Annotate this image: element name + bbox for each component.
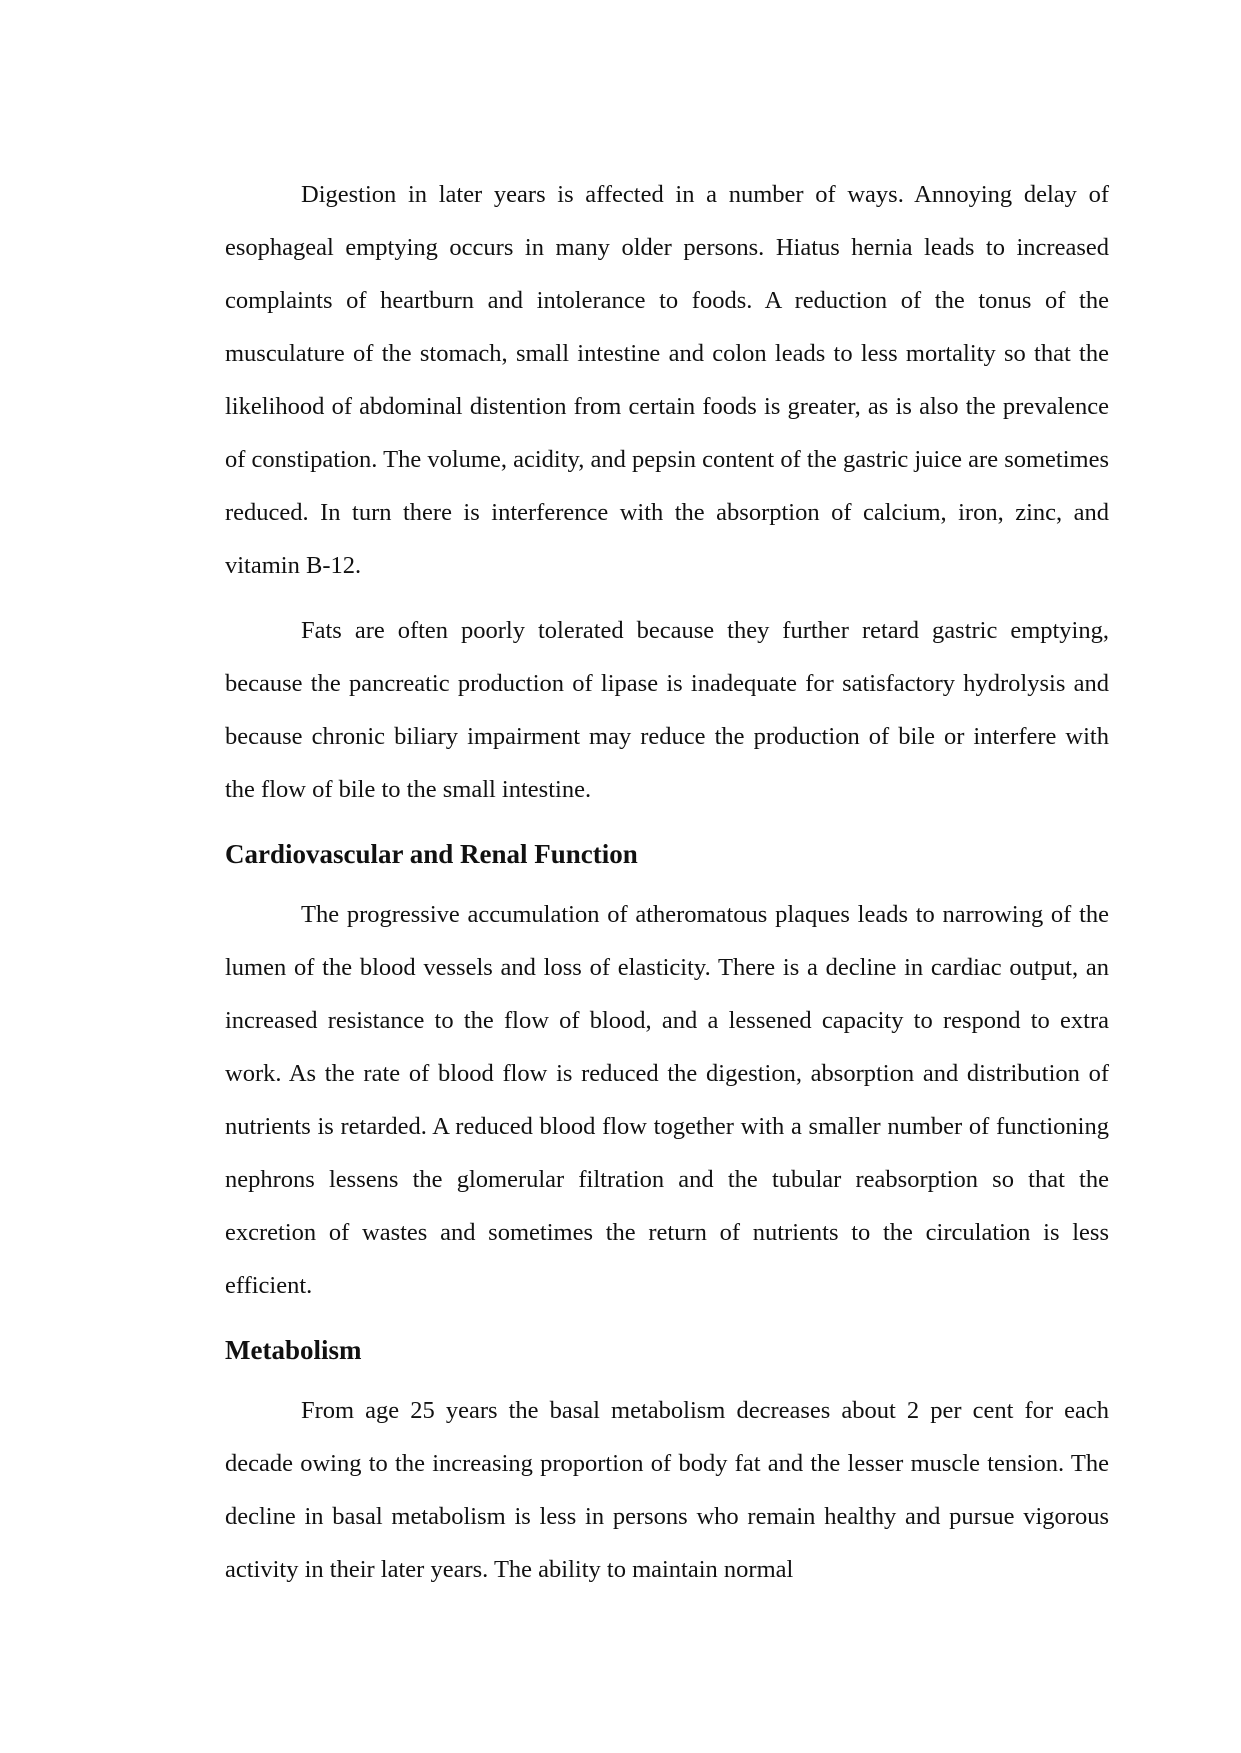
paragraph-fats: Fats are often poorly tolerated because they further retard gastric emptying, because the pancreatic production of lipase is inadequate for satisfactory hydrolysis and because chronic biliary impairment may reduce the production of bile or interfere with the flow of bile to the small intestine. — [225, 617, 1109, 803]
paragraph-metabolism: From age 25 years the basal metabolism decreases about 2 per cent for each decade owing to the increasing proportion of body fat and the lesser muscle tension. The decline in basal metabolism is less in persons who remain healthy and pursue vigorous activity in their later years. The ability to maintain normal — [225, 1397, 1109, 1583]
section-heading-cardiovascular: Cardiovascular and Renal Function — [225, 839, 638, 869]
paragraph-digestion: Digestion in later years is affected in a number of ways. Annoying delay of esophageal emptying occurs in many older persons. Hiatus hernia leads to increased complaints of heartburn and intolerance to foods. A reduction of the tonus of the musculature of the stomach, small intestine and colon leads to less mortality so that the likelihood of abdominal distention from certain foods is greater, as is also the prevalence of constipation. The volume, acidity, and pepsin content of the gastric juice are sometimes reduced. In turn there is interference with the absorption of calcium, iron, zinc, and vitamin B-12. — [225, 181, 1109, 579]
paragraph-cardiovascular: The progressive accumulation of atheromatous plaques leads to narrowing of the lumen of the blood vessels and loss of elasticity. There is a decline in cardiac output, an increased resistance to the flow of blood, and a lessened capacity to respond to extra work. As the rate of blood flow is reduced the digestion, absorption and distribution of nutrients is retarded. A reduced blood flow together with a smaller number of functioning nephrons lessens the glomerular filtration and the tubular reabsorption so that the excretion of wastes and sometimes the return of nutrients to the circulation is less efficient. — [225, 901, 1109, 1299]
page-body — [225, 168, 1109, 1608]
section-heading-metabolism: Metabolism — [225, 1335, 362, 1365]
